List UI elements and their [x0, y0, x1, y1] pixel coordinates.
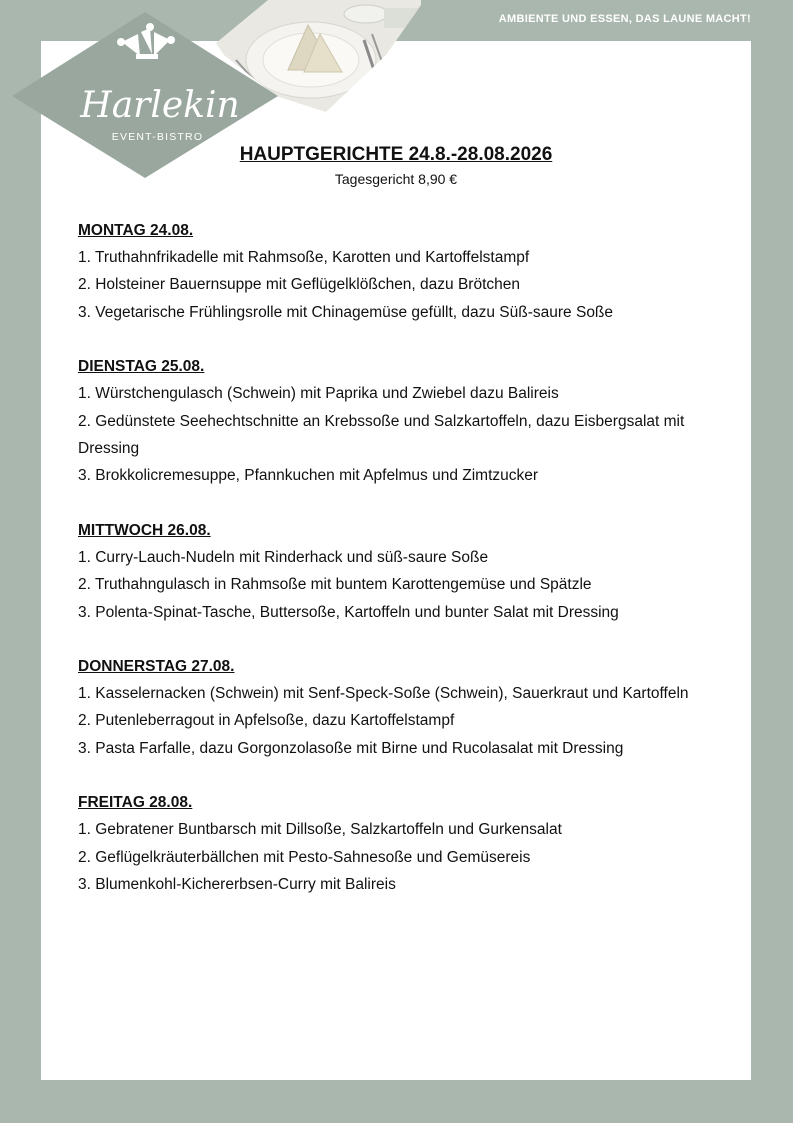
day-title: MONTAG 24.08. [78, 222, 194, 239]
dish-item: 1. Truthahnfrikadelle mit Rahmsoße, Karotten und Kartoffelstampf [78, 249, 530, 266]
dish-item: 2. Truthahngulasch in Rahmsoße mit buntem Karottengemüse und Spätzle [78, 576, 592, 594]
day-friday [78, 789, 718, 898]
day-thursday [78, 653, 718, 762]
dish-item: 1. Curry-Lauch-Nudeln mit Rinderhack und süß-saure Soße [78, 548, 489, 566]
menu-title: HAUPTGERICHTE 24.8.-28.08.2026 [239, 144, 553, 165]
dish-item: 3. Brokkolicremesuppe, Pfannkuchen mit Apfelmus und Zimtzucker [78, 467, 539, 485]
dish-item: 3. Vegetarische Frühlingsrolle mit Chinagemüse gefüllt, dazu Süß-saure Soße [78, 303, 614, 321]
page-tagline: AMBIENTE UND ESSEN, DAS LAUNE MACHT! [498, 13, 751, 25]
day-wednesday [78, 517, 718, 626]
weekly-menu [78, 217, 718, 926]
day-title: MITTWOCH 26.08. [78, 521, 211, 539]
dish-item: 3. Polenta-Spinat-Tasche, Buttersoße, Kartoffeln und bunter Salat mit Dressing [78, 603, 619, 621]
day-tuesday [78, 353, 718, 490]
dish-item: 3. Pasta Farfalle, dazu Gorgonzolasoße mit Birne und Rucolasalat mit Dressing [78, 739, 624, 757]
dish-item: 2. Putenleberragout in Apfelsoße, dazu Kartoffelstampf [78, 712, 455, 730]
dish-item: 2. Gedünstete Seehechtschnitte an Krebssoße und Salzkartoffeln, dazu Eisbergsalat mit Dressing [78, 412, 685, 458]
dish-item: 1. Gebratener Buntbarsch mit Dillsoße, Salzkartoffeln und Gurkensalat [78, 821, 562, 839]
logo-wordmark: Harlekin [80, 85, 240, 126]
day-monday [78, 217, 718, 326]
dish-item: 1. Kasselernacken (Schwein) mit Senf-Speck-Soße (Schwein), Sauerkraut und Kartoffeln [78, 685, 689, 703]
dish-item: 1. Würstchengulasch (Schwein) mit Paprika und Zwiebel dazu Balireis [78, 385, 559, 403]
daily-price: Tagesgericht 8,90 € [334, 171, 458, 187]
dish-item: 2. Geflügelkräuterbällchen mit Pesto-Sahnesoße und Gemüsereis [78, 848, 531, 866]
day-title: DONNERSTAG 27.08. [78, 658, 235, 676]
dish-item: 2. Holsteiner Bauernsuppe mit Geflügelklößchen, dazu Brötchen [78, 276, 520, 294]
day-title: DIENSTAG 25.08. [78, 358, 205, 376]
dish-item: 3. Blumenkohl-Kichererbsen-Curry mit Balireis [78, 876, 396, 894]
logo-subtitle: EVENT-BISTRO [111, 131, 204, 143]
day-title: FREITAG 28.08. [78, 794, 193, 812]
